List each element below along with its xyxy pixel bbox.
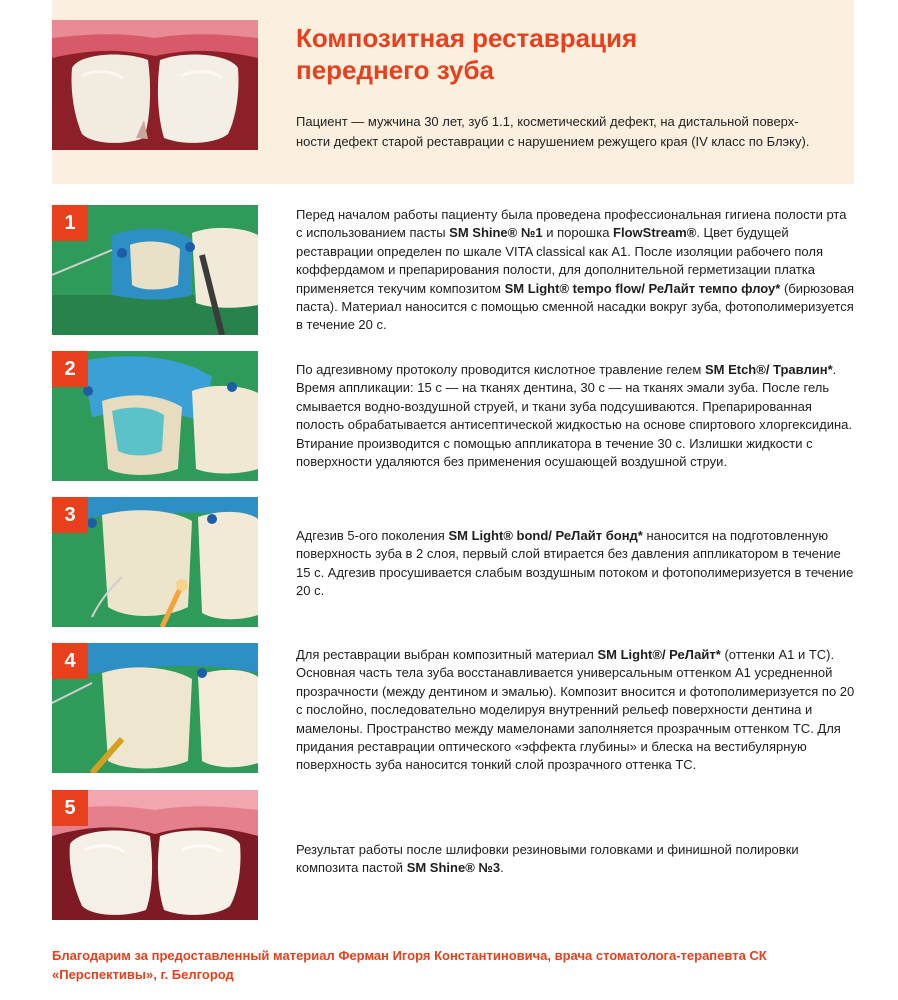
step-number-badge: 2 bbox=[52, 351, 88, 387]
intro-line-1: Пациент — мужчина 30 лет, зуб 1.1, косметический дефект, на дистальной поверх- bbox=[296, 114, 799, 129]
step-number-badge: 1 bbox=[52, 205, 88, 241]
page-title bbox=[296, 22, 836, 86]
step-text-3: Адгезив 5-ого поколения SM Light® bond/ РеЛайт бонд* наносится на подготовленную поверхность зуба в 2 слоя, первый слой втирается без давления аппликатором в течение 15 с. Адгезив просушивается слабым воздушным потоком и фотополимеризуется в течение 20 с. bbox=[296, 528, 854, 599]
step-number-badge: 5 bbox=[52, 790, 88, 826]
step-photo-5 bbox=[52, 790, 258, 920]
step-photo-1 bbox=[52, 205, 258, 335]
step-photo-2 bbox=[52, 351, 258, 481]
footer-line-1: Благодарим за предоставленный материал Ферман Игоря Константиновича, врача стоматолога-терапевта СК bbox=[52, 948, 767, 963]
step-photo-3 bbox=[52, 497, 258, 627]
step-text-1: Перед началом работы пациенту была проведена профессиональная гигиена полости рта с использованием пасты SM Shine® №1 и порошка FlowStream®. Цвет будущей реставрации определен по шкале VITA classical как А1. После изоляции рабочего поля коффердамом и препарирования полости, для дополнительной герметизации платка применяется текучим композитом SM Light® tempo flow/ РеЛайт темпо флоу* (бирюзовая паста). Материал наносится с помощью сменной насадки вокруг зуба, фотополимеризуется в течение 20 с. bbox=[296, 207, 855, 333]
step-photo-4 bbox=[52, 643, 258, 773]
title-line-1: Композитная реставрация bbox=[296, 23, 638, 53]
step-text-4: Для реставрации выбран композитный материал SM Light®/ РеЛайт* (оттенки А1 и ТС). Основная часть тела зуба восстанавливается универсальным оттенком А1 усредненной прозрачности (между дентином и эмалью). Композит вносится и фотополимеризуется по 20 с послойно, последовательно моделируя внутренний рельеф поверхности дентина и мамелоны. Пространство между мамелонами заполняется прозрачным оттенком ТС. Для придания реставрации оптического «эффекта глубины» и блеска на вестибулярную поверхность зуба наносится тонкий слой прозрачного оттенка ТС. bbox=[296, 647, 855, 773]
teeth-before-image bbox=[52, 20, 258, 150]
photo-before bbox=[52, 20, 258, 150]
step-text-2: По адгезивному протоколу проводится кислотное травление гелем SM Etch®/ Травлин*. Время аппликации: 15 с — на тканях дентина, 30 с — на тканях эмали зуба. После гель смывается водно-воздушной струей, и ткани зуба подсушиваются. Препарированная полость обрабатывается антисептической жидкостью на основе спиртового хлоргексидина. Втирание производится с помощью аппликатора в течение 30 с. Излишки жидкости с поверхности удаляются без применения осушающей воздушной струи. bbox=[296, 362, 852, 470]
footer-line-2: «Перспективы», г. Белгород bbox=[52, 967, 234, 982]
acknowledgement-footer bbox=[52, 946, 858, 984]
title-line-2: переднего зуба bbox=[296, 55, 495, 85]
step-number-badge: 3 bbox=[52, 497, 88, 533]
step-text-5: Результат работы после шлифовки резиновыми головками и финишной полировки композита пастой SM Shine® №3. bbox=[296, 842, 799, 876]
step-number-badge: 4 bbox=[52, 643, 88, 679]
intro-text bbox=[296, 112, 836, 152]
intro-line-2: ности дефект старой реставрации с нарушением режущего края (IV класс по Блэку). bbox=[296, 134, 810, 149]
